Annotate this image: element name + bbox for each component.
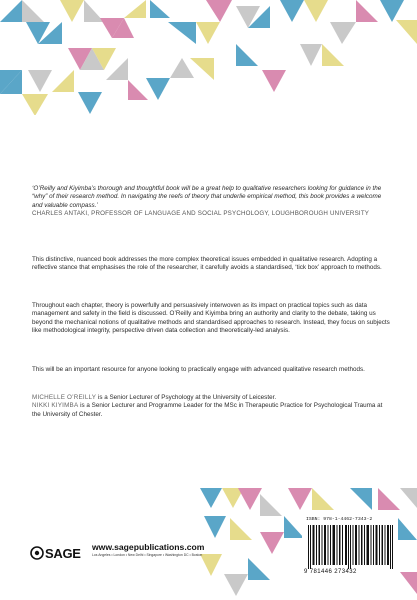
author-description: is a Senior Lecturer of Psychology at the University of Leicester. [96, 394, 277, 401]
quote-text: ‘O’Reilly and Kiyimba’s thorough and thoughtful book will be a great help to qualitative researchers looking for guidance in the “why” of their research method. In navigating the reefs of theory that underlie empirical method, this book provides a welcome and valuable compass.’ [32, 185, 382, 209]
author-bio-2 [32, 402, 390, 419]
quote-attribution: CHARLES ANTAKI, PROFESSOR OF LANGUAGE AND SOCIAL PSYCHOLOGY, LOUGHBOROUGH UNIVERSITY [32, 209, 370, 217]
decorative-triangle-pattern-top [0, 0, 417, 115]
author-name: MICHELLE O’REILLY [32, 394, 97, 401]
review-quote [32, 185, 390, 218]
isbn-label: ISBN: 978-1-4462-7343-2 [306, 517, 373, 522]
author-bios [32, 394, 390, 419]
isbn-barcode-box [302, 515, 398, 581]
author-description: is a Senior Lecturer and Programme Leader for the MSc in Therapeutic Practice for Psychological Trauma at the University of Chester. [32, 402, 383, 418]
sage-emblem-icon [30, 546, 44, 560]
description-paragraph-2: Throughout each chapter, theory is powerfully and persuasively interwoven as its impact on practical topics such as data management and safety in the field is discussed. O’Reilly and Kiyimba bring an authority and clarity to the debate, taking us beyond the mechanical notions of qualitative methods and standardised approaches to research. Instead, they focus on subjects like methodological integrity, perspective driven data collection and theoretically-led analysis. [32, 302, 390, 334]
publisher-block [30, 542, 230, 582]
triangle-pattern-shapes [0, 0, 417, 115]
description-paragraph-1: This distinctive, nuanced book addresses the more complex theoretical issues embedded in qualitative research. Adopting a reflective stance that emphasises the role of the researcher, it carefully avoids a standardised, ‘tick box’ approach to methods. [32, 256, 382, 272]
publisher-cities: Los Angeles • London • New Delhi • Singapore • Washington DC • Boston [92, 553, 203, 557]
publisher-url[interactable]: www.sagepublications.com [92, 542, 205, 552]
sage-logo-text: SAGE [45, 545, 81, 561]
sage-logo [30, 542, 84, 564]
author-name: NIKKI KIYIMBA [32, 402, 79, 410]
author-bio-1 [32, 394, 390, 402]
barcode-digits: 9 781446 273432 [304, 569, 357, 575]
barcode-bars [308, 525, 393, 569]
barcode-image [306, 525, 394, 569]
description-paragraph-3: This will be an important resource for anyone looking to practically engage with advanced qualitative research methods. [32, 366, 365, 373]
